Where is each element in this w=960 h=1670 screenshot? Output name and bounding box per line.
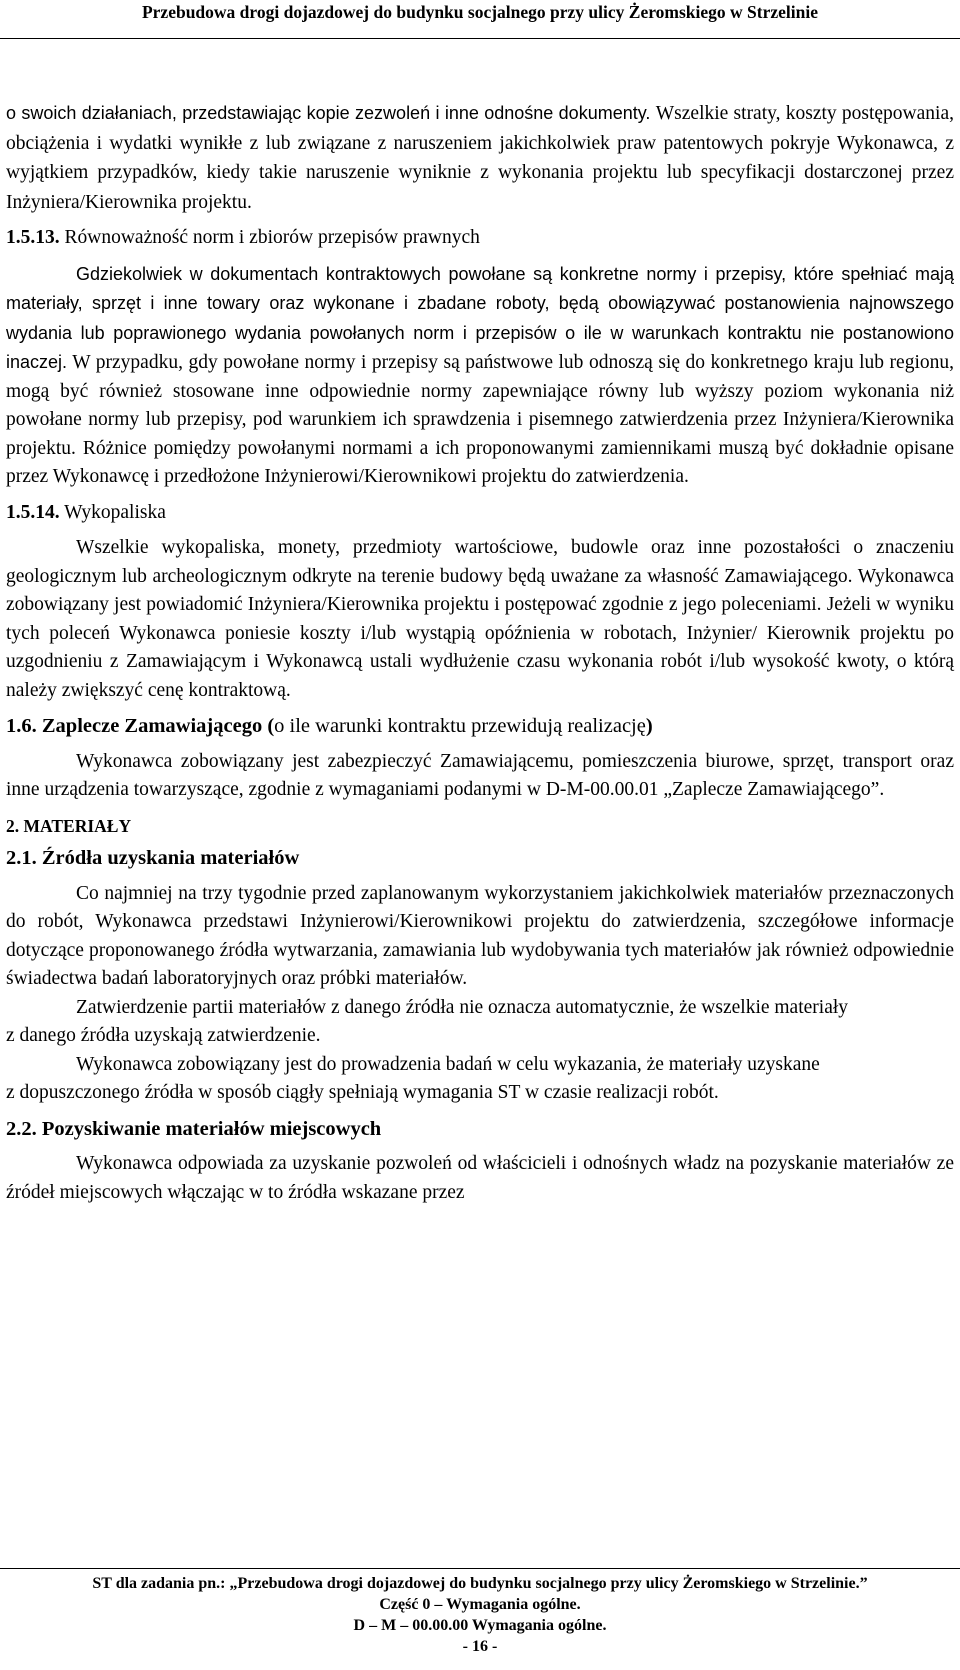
section-2-2-heading [6, 1115, 954, 1144]
section-title: Równoważność norm i zbiorów przepisów prawnych [64, 227, 480, 248]
section-number: 1.5.13. [6, 227, 60, 248]
section-2-heading: 2. MATERIAŁY [6, 815, 132, 836]
paragraph-patents-line1: o swoich działaniach, przedstawiając kopie zezwoleń i inne odnośne dokumenty. [6, 103, 651, 123]
section-1-6-heading [6, 712, 954, 741]
footer-part: Część 0 – Wymagania ogólne. [379, 1596, 581, 1613]
section-2-1-paragraph-1: Co najmniej na trzy tygodnie przed zaplanowanym wykorzystaniem jakichkolwiek materiałów przeznaczonych do robót, Wykonawca przedstawi Inżynierowi/Kierownikowi projektu do zatwierdzenia, szczegółowe informacje dotyczące proponowanego źródła wytwarzania, zamawiania lub wydobywania tych materiałów jak również odpowiednie świadectwa badań laboratoryjnych oraz próbki materiałów. [6, 882, 954, 989]
document-body [6, 99, 954, 1207]
footer-title: ST dla zadania pn.: „Przebudowa drogi dojazdowej do budynku socjalnego przy ulicy Żeromskiego w Strzelinie.” [92, 1575, 868, 1592]
section-1-5-14-heading [6, 499, 954, 528]
section-title-note: o ile warunki kontraktu przewidują realizację [274, 715, 646, 737]
section-2-2-title: 2.2. Pozyskiwanie materiałów miejscowych [6, 1117, 382, 1140]
page-number: - 16 - [462, 1638, 498, 1655]
footer-divider [0, 1568, 960, 1569]
section-1-5-13-text-a: Gdziekolwiek w dokumentach kontraktowych powołane są konkretne normy i przepisy, które spełniać mają materiały, sprzęt i inne towary oraz wykonane i zbadane roboty, będą obowiązywać postanowienia najnowszego wydania lub poprawionego wydania powołanych norm i przepisów o ile w warunkach kontraktu nie postanowiono inaczej. [6, 263, 954, 372]
paragraph-patents [6, 99, 954, 217]
section-2-1-paragraph-2a: Zatwierdzenie partii materiałów z danego źródła nie oznacza automatycznie, że wszelkie materiały [76, 996, 849, 1018]
page-footer [0, 1573, 960, 1657]
section-2-1-title: 2.1. Źródła uzyskania materiałów [6, 847, 300, 869]
section-2-1-paragraph-3a: Wykonawca zobowiązany jest do prowadzenia badań w celu wykazania, że materiały uzyskane [76, 1053, 820, 1075]
section-2-1-heading [6, 844, 954, 873]
section-2-2-text: Wykonawca odpowiada za uzyskanie pozwoleń od właścicieli i odnośnych władz na pozyskanie materiałów ze źródeł miejscowych włączając w to źródła wskazane przez [6, 1153, 954, 1203]
section-1-5-13-heading [6, 224, 954, 253]
section-2-1-paragraph-3b: z dopuszczonego źródła w sposób ciągły spełniają wymagania ST w czasie realizacji robót. [6, 1082, 719, 1103]
section-1-5-13-text-b: W przypadku, gdy powołane normy i przepisy są państwowe lub odnoszą się do konkretnego kraju lub regionu, mogą być również stosowane inne odpowiednie normy zapewniające równy lub wyższy poziom wykonania niż powołane normy lub przepisy, pod warunkiem ich sprawdzenia i pisemnego zatwierdzenia przez Inżyniera/Kierownika projektu. Różnice pomiędzy powołanymi normami a ich proponowanymi zamiennikami muszą być dokładnie opisane przez Wykonawcę i przedłożone Inżynierowi/Kierownikowi projektu do zatwierdzenia. [6, 352, 954, 487]
section-title: Wykopaliska [64, 501, 166, 523]
section-1-5-14-text: Wszelkie wykopaliska, monety, przedmioty wartościowe, budowle oraz inne pozostałości o znaczeniu geologicznym lub archeologicznym odkryte na terenie budowy będą uważane za własność Zamawiającego. Wykonawca zobowiązany jest powiadomić Inżyniera/Kierownika projektu i postępować zgodnie z jego poleceniami. Jeżeli w wyniku tych poleceń Wykonawca poniesie koszty i/lub wystąpią opóźnienia w robotach, Inżynier/ Kierownik projektu po uzgodnieniu z Zamawiającym i Wykonawcą ustali wydłużenie czasu wykonania robót i/lub wysokość kwoty, o którą należy zwiększyć cenę kontraktową. [6, 537, 954, 701]
section-title-close: ) [645, 715, 653, 737]
footer-code: D – M – 00.00.00 Wymagania ogólne. [353, 1617, 607, 1634]
section-number: 1.6. [6, 715, 37, 737]
section-2-1-paragraph-2b: z danego źródła uzyskają zatwierdzenie. [6, 1025, 321, 1046]
paragraph-patents-rest: Wszelkie straty, koszty postępowania, obciążenia i wydatki wynikłe z lub związane z naruszeniem jakichkolwiek praw patentowych pokryje Wykonawca, z wyjątkiem przypadków, kiedy takie naruszenie wyniknie z wykonania projektu lub specyfikacji dostarczonej przez Inżyniera/Kierownika projektu. [6, 103, 954, 213]
page-header: Przebudowa drogi dojazdowej do budynku socjalnego przy ulicy Żeromskiego w Strzelinie [141, 2, 819, 22]
header-divider [0, 38, 960, 39]
section-number: 1.5.14. [6, 501, 60, 523]
section-1-6-text: Wykonawca zobowiązany jest zabezpieczyć Zamawiającemu, pomieszczenia biurowe, sprzęt, transport oraz inne urządzenia towarzyszące, zgodnie z wymaganiami podanymi w D-M-00.00.01 „Zaplecze Zamawiającego”. [6, 750, 954, 800]
section-title-bold: Zaplecze Zamawiającego ( [41, 715, 275, 737]
section-1-5-13-text [6, 260, 954, 492]
